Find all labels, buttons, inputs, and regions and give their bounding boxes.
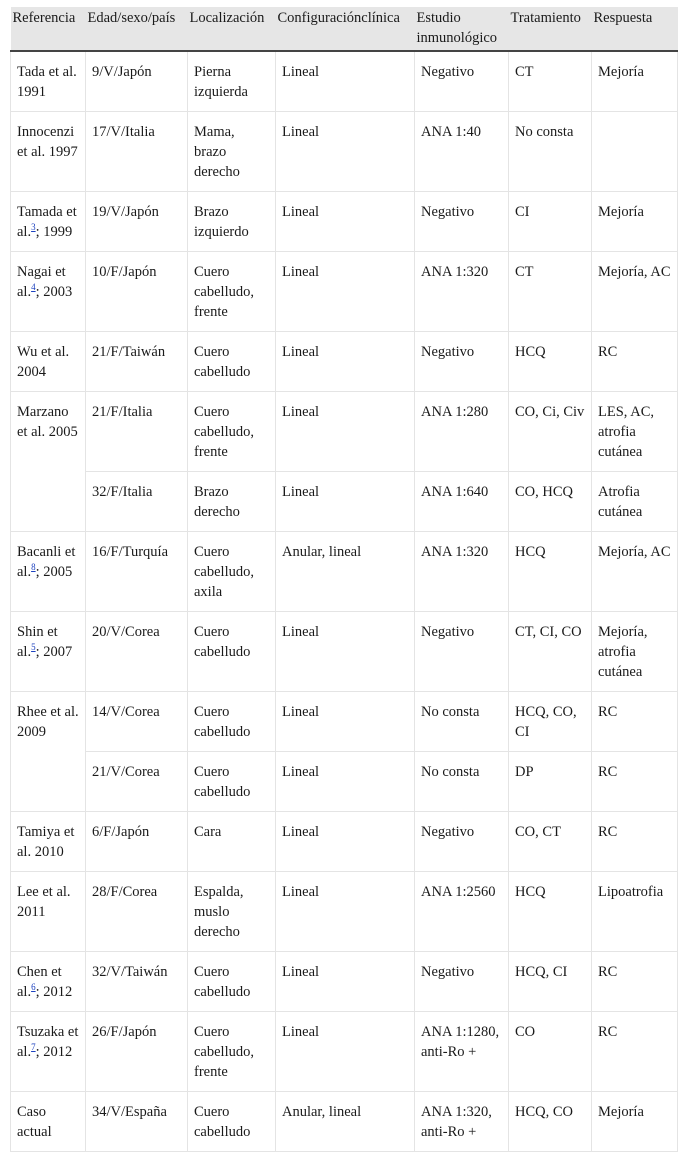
cell-estudio: ANA 1:320 bbox=[415, 252, 509, 332]
cell-edad: 16/F/Turquía bbox=[86, 532, 188, 612]
cell-estudio: ANA 1:320 bbox=[415, 532, 509, 612]
cell-configuracion: Lineal bbox=[276, 812, 415, 872]
cell-edad: 20/V/Corea bbox=[86, 612, 188, 692]
cell-configuracion: Lineal bbox=[276, 392, 415, 472]
cell-localizacion: Cuero cabelludo bbox=[188, 752, 276, 812]
cell-localizacion: Cuero cabelludo bbox=[188, 1092, 276, 1152]
cell-configuracion: Anular, lineal bbox=[276, 532, 415, 612]
cell-tratamiento: CI bbox=[509, 192, 592, 252]
cell-tratamiento: HCQ bbox=[509, 532, 592, 612]
cell-respuesta: RC bbox=[592, 692, 678, 752]
cell-estudio: Negativo bbox=[415, 192, 509, 252]
table-row bbox=[11, 1012, 678, 1092]
cell-respuesta: Mejoría bbox=[592, 1092, 678, 1152]
cell-tratamiento: CO, HCQ bbox=[509, 472, 592, 532]
cell-respuesta: Mejoría bbox=[592, 192, 678, 252]
cell-estudio: ANA 1:2560 bbox=[415, 872, 509, 952]
cell-localizacion: Cara bbox=[188, 812, 276, 872]
cell-referencia bbox=[11, 612, 86, 692]
table-row bbox=[11, 51, 678, 112]
cell-localizacion: Cuero cabelludo bbox=[188, 612, 276, 692]
cell-respuesta bbox=[592, 112, 678, 192]
table-row bbox=[11, 952, 678, 1012]
header-configuracion: Configuraciónclínica bbox=[276, 7, 415, 51]
cell-referencia: Wu et al. 2004 bbox=[11, 332, 86, 392]
header-localizacion: Localización bbox=[188, 7, 276, 51]
cell-configuracion: Anular, lineal bbox=[276, 1092, 415, 1152]
cell-localizacion: Cuero cabelludo, frente bbox=[188, 392, 276, 472]
table-row bbox=[11, 532, 678, 612]
cell-configuracion: Lineal bbox=[276, 252, 415, 332]
cell-edad: 10/F/Japón bbox=[86, 252, 188, 332]
ref-text: Shin et al. bbox=[17, 624, 58, 660]
cell-referencia bbox=[11, 192, 86, 252]
cell-configuracion: Lineal bbox=[276, 472, 415, 532]
cell-edad: 21/F/Taiwán bbox=[86, 332, 188, 392]
cell-edad: 9/V/Japón bbox=[86, 51, 188, 112]
cell-localizacion: Cuero cabelludo bbox=[188, 692, 276, 752]
citation-link[interactable]: 3 bbox=[31, 222, 36, 233]
citation-link[interactable]: 4 bbox=[31, 282, 36, 293]
cell-referencia: Tamiya et al. 2010 bbox=[11, 812, 86, 872]
ref-text: Bacanli et al. bbox=[17, 544, 76, 580]
ref-text: Nagai et al. bbox=[17, 264, 66, 300]
cell-tratamiento: CT bbox=[509, 252, 592, 332]
cell-configuracion: Lineal bbox=[276, 1012, 415, 1092]
cell-referencia: Marzano et al. 2005 bbox=[11, 392, 86, 532]
cell-edad: 32/V/Taiwán bbox=[86, 952, 188, 1012]
cell-tratamiento: HCQ, CO, CI bbox=[509, 692, 592, 752]
ref-text: Tamada et al. bbox=[17, 204, 77, 240]
table-row bbox=[11, 192, 678, 252]
cases-table bbox=[10, 7, 678, 1152]
cell-referencia: Caso actual bbox=[11, 1092, 86, 1152]
header-respuesta: Respuesta bbox=[592, 7, 678, 51]
cell-configuracion: Lineal bbox=[276, 112, 415, 192]
cell-localizacion: Cuero cabelludo, axila bbox=[188, 532, 276, 612]
ref-text: Tsuzaka et al. bbox=[17, 1024, 79, 1060]
table-row bbox=[11, 752, 678, 812]
cell-estudio: Negativo bbox=[415, 51, 509, 112]
header-tratamiento: Tratamiento bbox=[509, 7, 592, 51]
cell-localizacion: Brazo izquierdo bbox=[188, 192, 276, 252]
cell-estudio: ANA 1:40 bbox=[415, 112, 509, 192]
cell-estudio: Negativo bbox=[415, 332, 509, 392]
cell-tratamiento: CO, Ci, Civ bbox=[509, 392, 592, 472]
cell-respuesta: Mejoría, AC bbox=[592, 532, 678, 612]
cell-respuesta: RC bbox=[592, 952, 678, 1012]
cell-edad: 32/F/Italia bbox=[86, 472, 188, 532]
cell-referencia bbox=[11, 1012, 86, 1092]
cell-estudio: ANA 1:1280, anti-Ro + bbox=[415, 1012, 509, 1092]
cell-respuesta: RC bbox=[592, 812, 678, 872]
table-row bbox=[11, 612, 678, 692]
table-row bbox=[11, 392, 678, 472]
cell-edad: 26/F/Japón bbox=[86, 1012, 188, 1092]
cell-respuesta: RC bbox=[592, 332, 678, 392]
cell-estudio: No consta bbox=[415, 752, 509, 812]
cell-respuesta: Mejoría bbox=[592, 51, 678, 112]
ref-text: Chen et al. bbox=[17, 964, 62, 1000]
citation-link[interactable]: 7 bbox=[31, 1042, 36, 1053]
cell-configuracion: Lineal bbox=[276, 752, 415, 812]
cell-edad: 34/V/España bbox=[86, 1092, 188, 1152]
cell-estudio: ANA 1:640 bbox=[415, 472, 509, 532]
table-row bbox=[11, 252, 678, 332]
cell-localizacion: Brazo derecho bbox=[188, 472, 276, 532]
cell-configuracion: Lineal bbox=[276, 692, 415, 752]
cell-referencia bbox=[11, 252, 86, 332]
cell-estudio: No consta bbox=[415, 692, 509, 752]
table-row bbox=[11, 812, 678, 872]
table-row bbox=[11, 692, 678, 752]
cell-edad: 17/V/Italia bbox=[86, 112, 188, 192]
cell-referencia: Tada et al. 1991 bbox=[11, 51, 86, 112]
cell-edad: 6/F/Japón bbox=[86, 812, 188, 872]
cell-localizacion: Mama, brazo derecho bbox=[188, 112, 276, 192]
ref-year: ; 1999 bbox=[35, 224, 73, 240]
ref-year: ; 2012 bbox=[35, 1044, 73, 1060]
cell-referencia bbox=[11, 952, 86, 1012]
cell-respuesta: Atrofia cutánea bbox=[592, 472, 678, 532]
cell-referencia: Innocenzi et al. 1997 bbox=[11, 112, 86, 192]
ref-year: ; 2007 bbox=[35, 644, 73, 660]
cell-referencia bbox=[11, 532, 86, 612]
cell-localizacion: Cuero cabelludo, frente bbox=[188, 252, 276, 332]
cell-edad: 19/V/Japón bbox=[86, 192, 188, 252]
citation-link[interactable]: 8 bbox=[31, 562, 36, 573]
ref-year: ; 2005 bbox=[35, 564, 73, 580]
cell-localizacion: Espalda, muslo derecho bbox=[188, 872, 276, 952]
cell-referencia: Lee et al. 2011 bbox=[11, 872, 86, 952]
cell-tratamiento: HCQ bbox=[509, 872, 592, 952]
cell-respuesta: Mejoría, atrofia cutánea bbox=[592, 612, 678, 692]
table-row bbox=[11, 112, 678, 192]
cell-tratamiento: CO bbox=[509, 1012, 592, 1092]
cell-configuracion: Lineal bbox=[276, 612, 415, 692]
cell-respuesta: RC bbox=[592, 1012, 678, 1092]
cell-tratamiento: CT bbox=[509, 51, 592, 112]
ref-year: ; 2012 bbox=[35, 984, 73, 1000]
citation-link[interactable]: 6 bbox=[31, 982, 36, 993]
header-estudio: Estudio inmunológico bbox=[415, 7, 509, 51]
table-body bbox=[11, 51, 678, 1152]
table-row bbox=[11, 332, 678, 392]
table-row bbox=[11, 872, 678, 952]
cell-localizacion: Cuero cabelludo, frente bbox=[188, 1012, 276, 1092]
cell-edad: 21/V/Corea bbox=[86, 752, 188, 812]
cell-localizacion: Cuero cabelludo bbox=[188, 332, 276, 392]
cell-tratamiento: CT, CI, CO bbox=[509, 612, 592, 692]
cell-configuracion: Lineal bbox=[276, 952, 415, 1012]
cell-estudio: ANA 1:280 bbox=[415, 392, 509, 472]
cell-configuracion: Lineal bbox=[276, 192, 415, 252]
cell-configuracion: Lineal bbox=[276, 51, 415, 112]
cell-estudio: ANA 1:320, anti-Ro + bbox=[415, 1092, 509, 1152]
cell-estudio: Negativo bbox=[415, 612, 509, 692]
cell-tratamiento: CO, CT bbox=[509, 812, 592, 872]
cell-edad: 28/F/Corea bbox=[86, 872, 188, 952]
citation-link[interactable]: 5 bbox=[31, 642, 36, 653]
cell-tratamiento: HCQ bbox=[509, 332, 592, 392]
cell-localizacion: Cuero cabelludo bbox=[188, 952, 276, 1012]
header-edad-sexo-pais: Edad/sexo/país bbox=[86, 7, 188, 51]
cell-configuracion: Lineal bbox=[276, 872, 415, 952]
cell-estudio: Negativo bbox=[415, 952, 509, 1012]
cell-respuesta: Lipoatrofia bbox=[592, 872, 678, 952]
table-row bbox=[11, 1092, 678, 1152]
cell-tratamiento: DP bbox=[509, 752, 592, 812]
cell-localizacion: Pierna izquierda bbox=[188, 51, 276, 112]
cell-respuesta: LES, AC, atrofia cutánea bbox=[592, 392, 678, 472]
table-header bbox=[11, 7, 678, 51]
cell-estudio: Negativo bbox=[415, 812, 509, 872]
cell-edad: 21/F/Italia bbox=[86, 392, 188, 472]
cell-tratamiento: HCQ, CO bbox=[509, 1092, 592, 1152]
cell-edad: 14/V/Corea bbox=[86, 692, 188, 752]
cell-referencia: Rhee et al. 2009 bbox=[11, 692, 86, 812]
ref-year: ; 2003 bbox=[35, 284, 73, 300]
cell-respuesta: RC bbox=[592, 752, 678, 812]
cell-configuracion: Lineal bbox=[276, 332, 415, 392]
cell-respuesta: Mejoría, AC bbox=[592, 252, 678, 332]
header-referencia: Referencia bbox=[11, 7, 86, 51]
cell-tratamiento: HCQ, CI bbox=[509, 952, 592, 1012]
cell-tratamiento: No consta bbox=[509, 112, 592, 192]
table-row bbox=[11, 472, 678, 532]
